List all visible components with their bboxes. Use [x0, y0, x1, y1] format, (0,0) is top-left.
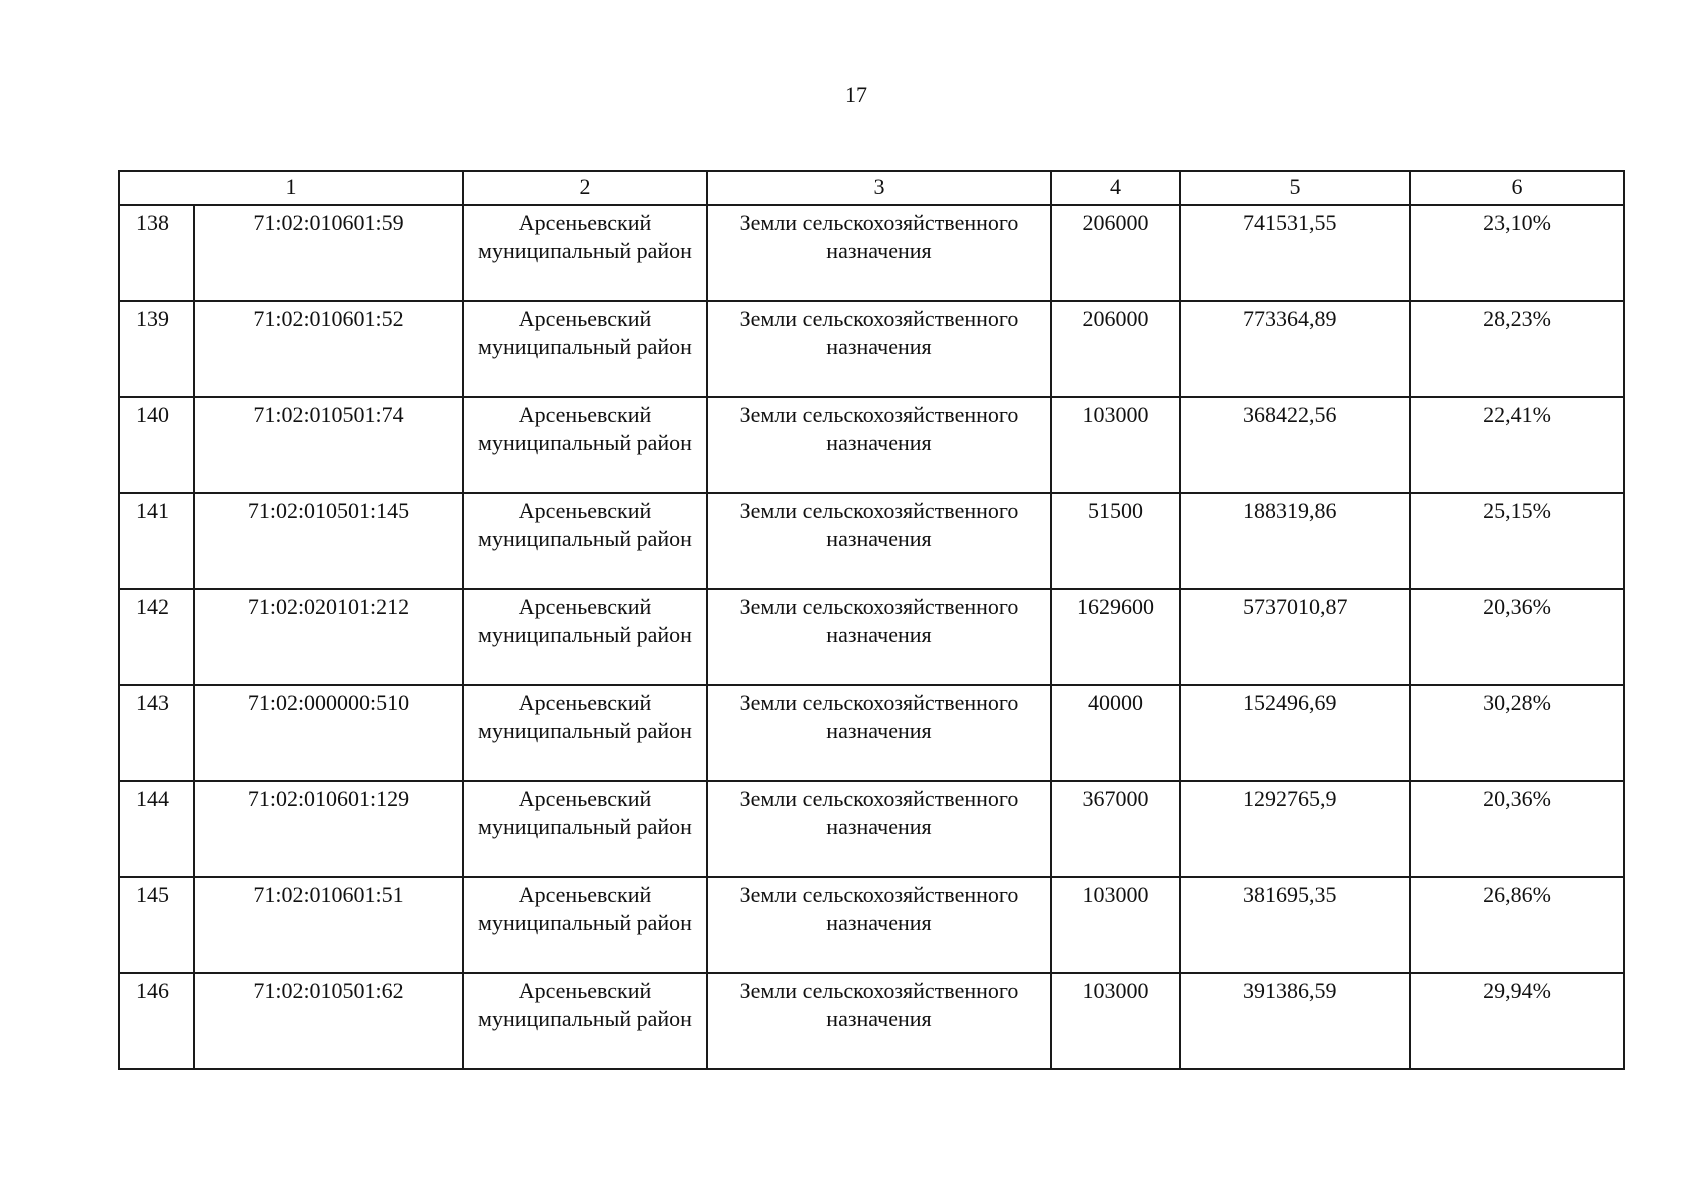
- row-number: 139: [119, 301, 194, 397]
- cadastral-value: 1292765,9: [1180, 781, 1410, 877]
- table-row: [119, 685, 1624, 781]
- district: Арсеньевский муниципальный район: [463, 205, 707, 301]
- land-category: Земли сельскохозяйственного назначения: [707, 685, 1051, 781]
- cadastral-value: 368422,56: [1180, 397, 1410, 493]
- percent: 20,36%: [1410, 781, 1624, 877]
- table-row: [119, 877, 1624, 973]
- land-category: Земли сельскохозяйственного назначения: [707, 781, 1051, 877]
- header-col-4: 4: [1051, 171, 1180, 205]
- area: 1629600: [1051, 589, 1180, 685]
- cadastral-number: 71:02:010601:52: [194, 301, 463, 397]
- cadastral-number: 71:02:000000:510: [194, 685, 463, 781]
- cadastral-value: 152496,69: [1180, 685, 1410, 781]
- land-category: Земли сельскохозяйственного назначения: [707, 493, 1051, 589]
- row-number: 142: [119, 589, 194, 685]
- cadastral-number: 71:02:020101:212: [194, 589, 463, 685]
- land-category: Земли сельскохозяйственного назначения: [707, 397, 1051, 493]
- area: 103000: [1051, 973, 1180, 1069]
- row-number: 141: [119, 493, 194, 589]
- percent: 28,23%: [1410, 301, 1624, 397]
- area: 103000: [1051, 877, 1180, 973]
- area: 367000: [1051, 781, 1180, 877]
- cadastral-number: 71:02:010601:129: [194, 781, 463, 877]
- table-row: [119, 973, 1624, 1069]
- percent: 20,36%: [1410, 589, 1624, 685]
- district: Арсеньевский муниципальный район: [463, 493, 707, 589]
- percent: 30,28%: [1410, 685, 1624, 781]
- cadastral-value: 381695,35: [1180, 877, 1410, 973]
- percent: 25,15%: [1410, 493, 1624, 589]
- cadastral-number: 71:02:010601:59: [194, 205, 463, 301]
- table-header: [119, 171, 1624, 205]
- row-number: 140: [119, 397, 194, 493]
- cadastral-number: 71:02:010601:51: [194, 877, 463, 973]
- land-category: Земли сельскохозяйственного назначения: [707, 205, 1051, 301]
- table-row: [119, 205, 1624, 301]
- row-number: 144: [119, 781, 194, 877]
- land-category: Земли сельскохозяйственного назначения: [707, 301, 1051, 397]
- cadastral-number: 71:02:010501:145: [194, 493, 463, 589]
- area: 51500: [1051, 493, 1180, 589]
- table-row: [119, 301, 1624, 397]
- row-number: 138: [119, 205, 194, 301]
- header-row: [119, 171, 1624, 205]
- district: Арсеньевский муниципальный район: [463, 685, 707, 781]
- table-body: [119, 205, 1624, 1069]
- land-category: Земли сельскохозяйственного назначения: [707, 973, 1051, 1069]
- header-col-6: 6: [1410, 171, 1624, 205]
- table-row: [119, 397, 1624, 493]
- row-number: 146: [119, 973, 194, 1069]
- area: 103000: [1051, 397, 1180, 493]
- district: Арсеньевский муниципальный район: [463, 973, 707, 1069]
- percent: 26,86%: [1410, 877, 1624, 973]
- header-col-3: 3: [707, 171, 1051, 205]
- land-category: Земли сельскохозяйственного назначения: [707, 589, 1051, 685]
- percent: 22,41%: [1410, 397, 1624, 493]
- cadastral-value: 773364,89: [1180, 301, 1410, 397]
- area: 40000: [1051, 685, 1180, 781]
- cadastral-value: 741531,55: [1180, 205, 1410, 301]
- land-category: Земли сельскохозяйственного назначения: [707, 877, 1051, 973]
- table-row: [119, 589, 1624, 685]
- cadastral-value: 188319,86: [1180, 493, 1410, 589]
- header-col-2: 2: [463, 171, 707, 205]
- land-plots-table: [118, 170, 1625, 1070]
- area: 206000: [1051, 205, 1180, 301]
- area: 206000: [1051, 301, 1180, 397]
- district: Арсеньевский муниципальный район: [463, 781, 707, 877]
- district: Арсеньевский муниципальный район: [463, 589, 707, 685]
- percent: 23,10%: [1410, 205, 1624, 301]
- district: Арсеньевский муниципальный район: [463, 301, 707, 397]
- table-row: [119, 493, 1624, 589]
- table-row: [119, 781, 1624, 877]
- row-number: 143: [119, 685, 194, 781]
- page-number: 17: [845, 82, 867, 107]
- cadastral-value: 5737010,87: [1180, 589, 1410, 685]
- cadastral-number: 71:02:010501:62: [194, 973, 463, 1069]
- cadastral-value: 391386,59: [1180, 973, 1410, 1069]
- percent: 29,94%: [1410, 973, 1624, 1069]
- district: Арсеньевский муниципальный район: [463, 397, 707, 493]
- district: Арсеньевский муниципальный район: [463, 877, 707, 973]
- row-number: 145: [119, 877, 194, 973]
- header-col-5: 5: [1180, 171, 1410, 205]
- header-col-1: 1: [119, 171, 463, 205]
- cadastral-number: 71:02:010501:74: [194, 397, 463, 493]
